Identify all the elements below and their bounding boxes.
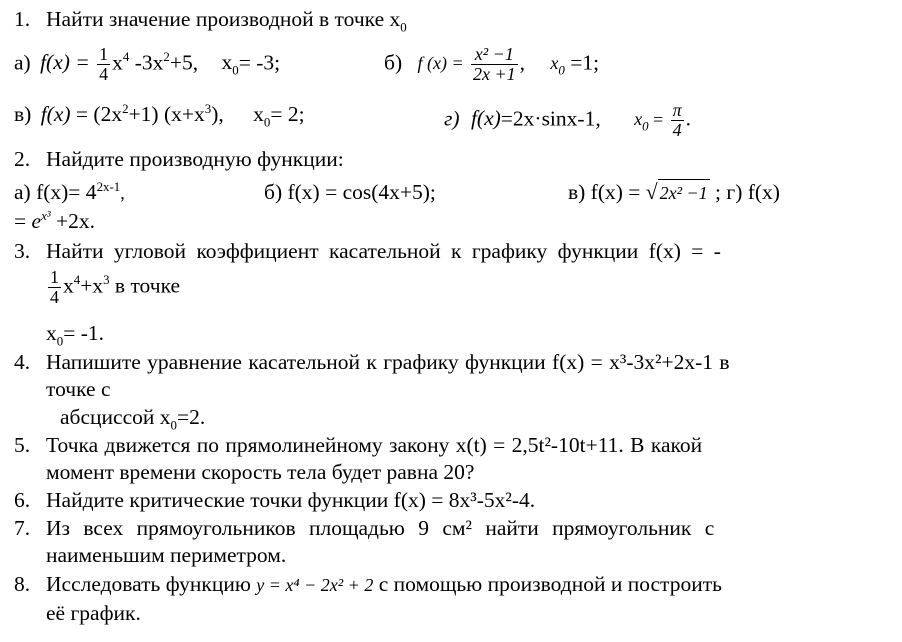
- q7-number: 7.: [14, 516, 31, 540]
- q8-line1: Исследовать функцию y = x⁴ − 2x² + 2 с помощью производной и построить: [46, 572, 722, 596]
- q8-formula: y = x⁴ − 2x² + 2: [256, 575, 374, 595]
- sqrt-sign: √ 2x² −1: [645, 180, 708, 204]
- q2-item-g-cont: = $e^{x^3} +2x$.: [14, 208, 96, 233]
- q7-line1: Из всех прямоугольников площадью 9 см² найти прямоугольник с: [46, 516, 715, 540]
- q1-item-a: а) f(x) = $\frac{1}{4}$ $x^4$ $-3x^2+5$, $x_0= -3$;: [14, 44, 281, 84]
- q1-g-fraction: $\frac{\pi}{4}$: [672, 100, 682, 140]
- q6-number: 6.: [14, 488, 31, 512]
- q4-number: 4.: [14, 350, 31, 374]
- q5-line1: Точка движется по прямолинейному закону x(t) = 2,5t²-10t+11. В какой: [46, 433, 703, 457]
- q2-title: Найдите производную функции:: [46, 147, 344, 171]
- q8-line2: её график.: [46, 601, 141, 625]
- q7-line2: наименьшим периметром.: [46, 543, 287, 567]
- q1-item-v: в) $f(x) = (2x^2+1)$ $(x+x^3)$, $x_0= 2$;: [14, 101, 305, 130]
- q8-number: 8.: [14, 572, 31, 596]
- q1-b-fraction: $\frac{\text{x² −1}}{2x +1}$: [472, 44, 516, 84]
- q3-line2: $\frac{1}{4}$ $x^4+x^3$ в точке: [50, 267, 181, 307]
- q5-line2: момент времени скорость тела будет равна 20?: [46, 460, 475, 484]
- q3-fraction: $\frac{1}{4}$: [50, 267, 59, 307]
- q5-number: 5.: [14, 433, 31, 457]
- q2-item-b: б) f(x) = cos(4x+5);: [264, 180, 436, 204]
- q1-title: Найти значение производной в точке $x_0$: [46, 7, 407, 35]
- q4-line2: точке с: [46, 377, 111, 401]
- q1-item-g: г) f(x)=2x·sinx-1, $x_0$ = $\frac{\pi}{4}$ .: [444, 100, 691, 140]
- q2-item-v-g: в) f(x) = √ 2x² −1 ; г) f(x): [568, 180, 780, 204]
- q4-line3: абсциссой $x_0=2$.: [60, 405, 206, 433]
- q3-line3: $x_0= -1$.: [46, 321, 104, 349]
- q1-item-b: б) f (x) = $\frac{\text{x² −1}}{2x +1}$ , $x_0 =1$;: [384, 44, 600, 84]
- q3-line1: Найти угловой коэффициент касательной к графику функции f(x) = -: [46, 239, 721, 263]
- q1-number: 1.: [14, 7, 31, 31]
- q4-line1: Напишите уравнение касательной к графику функции f(x) = x³-3x²+2x-1 в: [46, 350, 730, 374]
- q3-number: 3.: [14, 239, 31, 263]
- q1-a-fraction: $\frac{1}{4}$: [99, 44, 109, 84]
- q6-line1: Найдите критические точки функции f(x) = 8x³-5x²-4.: [46, 488, 536, 512]
- q2-item-a: а) $f(x)= 4^{2x-1}$,: [14, 179, 125, 204]
- q2-number: 2.: [14, 147, 31, 171]
